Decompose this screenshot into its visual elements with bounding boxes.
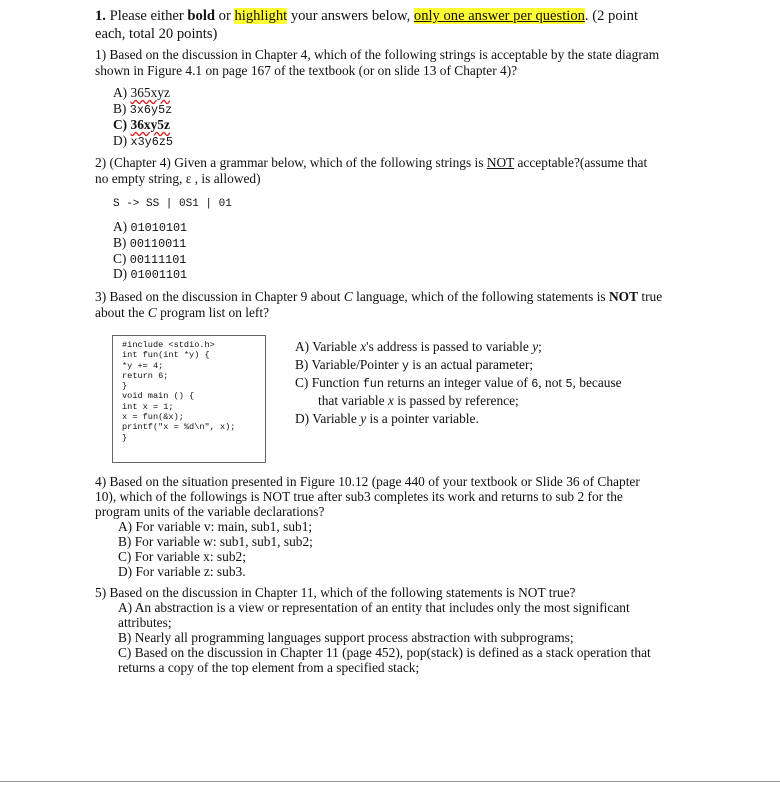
q1-option-d-letter: D) bbox=[113, 133, 128, 148]
q3-c-5: 5 bbox=[565, 377, 573, 391]
q3-option-a[interactable] bbox=[295, 339, 542, 354]
q2-text-b: acceptable?(assume that bbox=[514, 155, 648, 170]
q4-text-line-1: 4) Based on the situation presented in Figure 10.12 (page 440 of your textbook or Slide 36 of Chapter bbox=[95, 474, 640, 489]
q3-option-d[interactable] bbox=[295, 411, 479, 426]
q3-code-box bbox=[112, 335, 266, 463]
q2-option-c-letter: C) bbox=[113, 251, 127, 266]
instructions-only-one: only one answer per question bbox=[413, 8, 585, 24]
q3-c2-end: is passed by reference; bbox=[393, 393, 519, 408]
q2-option-b[interactable] bbox=[113, 235, 186, 252]
q4-option-a[interactable]: A) For variable v: main, sub1, sub1; bbox=[118, 519, 313, 534]
q4-text-line-2: 10), which of the followings is NOT true after sub3 completes its work and returns to sub 2 for the bbox=[95, 489, 623, 504]
q2-text-line-2: no empty string, ε , is allowed) bbox=[95, 171, 261, 186]
q2-text-a: 2) (Chapter 4) Given a grammar below, which of the following strings is bbox=[95, 155, 487, 170]
q1-option-b-value: 3x6y5z bbox=[129, 103, 173, 117]
q3-not: NOT bbox=[608, 289, 639, 304]
q5-option-c[interactable]: C) Based on the discussion in Chapter 11 (page 452), pop(stack) is defined as a stack operation that bbox=[118, 645, 651, 660]
code-line: } bbox=[122, 432, 128, 443]
q3-text-a: 3) Based on the discussion in Chapter 9 about bbox=[95, 289, 344, 304]
q3-text-c: true bbox=[638, 289, 663, 304]
q3-c-prefix: C) Function bbox=[295, 375, 363, 390]
q1-option-c[interactable] bbox=[113, 117, 170, 132]
code-line: printf("x = %d\n", x); bbox=[122, 422, 236, 433]
q2-option-d[interactable] bbox=[113, 266, 187, 283]
q3-c-fun: fun bbox=[362, 377, 384, 391]
q4-text-line-3: program units of the variable declarations? bbox=[95, 504, 325, 519]
code-line: *y += 4; bbox=[122, 360, 164, 371]
q2-option-d-letter: D) bbox=[113, 266, 128, 281]
q1-option-a-value: 365xyz bbox=[130, 85, 170, 100]
q3-text-b: language, which of the following statements is bbox=[352, 289, 609, 304]
q3-c-program: C bbox=[147, 305, 157, 320]
q2-option-d-value: 01001101 bbox=[130, 268, 188, 282]
instructions-line-2: each, total 20 points) bbox=[95, 26, 218, 42]
q3-a-end: ; bbox=[538, 339, 542, 354]
q5-text-line-1: 5) Based on the discussion in Chapter 11, which of the following statements is NOT true? bbox=[95, 585, 576, 600]
q3-c2-x: x bbox=[387, 393, 394, 408]
next-page-area bbox=[0, 782, 780, 807]
q3-a-prefix: A) Variable bbox=[295, 339, 361, 354]
q3-c-mid2: , not bbox=[538, 375, 566, 390]
q3-text-program-list: program list on left? bbox=[156, 305, 270, 320]
instructions-or: or bbox=[215, 8, 235, 24]
q3-c-mid: returns an integer value of bbox=[383, 375, 532, 390]
q3-c-language: C bbox=[343, 289, 353, 304]
q4-option-c[interactable]: C) For variable x: sub2; bbox=[118, 549, 246, 564]
q5-option-a[interactable]: A) An abstraction is a view or representation of an entity that includes only the most significant bbox=[118, 600, 630, 615]
q1-option-c-value: 36xy5z bbox=[130, 117, 170, 132]
q3-text-line-2 bbox=[95, 305, 269, 320]
code-line: int x = 1; bbox=[122, 401, 174, 412]
q1-text-line-1: 1) Based on the discussion in Chapter 4, which of the following strings is acceptable by the state diagram bbox=[95, 47, 660, 62]
q1-option-b-letter: B) bbox=[113, 101, 127, 116]
instructions-number: 1. bbox=[95, 8, 110, 24]
q2-not: NOT bbox=[486, 155, 515, 170]
instructions-mid: your answers below, bbox=[287, 8, 414, 24]
q2-option-a-value: 01010101 bbox=[130, 221, 188, 235]
code-line: void main () { bbox=[122, 391, 195, 402]
q3-a-mid: 's address is passed to variable bbox=[366, 339, 533, 354]
q3-text-line-1 bbox=[95, 289, 662, 304]
q3-a-y: y bbox=[532, 339, 539, 354]
q1-option-d[interactable] bbox=[113, 133, 173, 150]
q2-option-b-value: 00110011 bbox=[129, 237, 187, 251]
q3-option-c[interactable] bbox=[295, 375, 622, 392]
q5-option-c-continued: returns a copy of the top element from a specified stack; bbox=[118, 660, 420, 675]
q2-option-a[interactable] bbox=[113, 219, 187, 236]
q3-d-prefix: D) Variable bbox=[295, 411, 361, 426]
q3-a-x: x bbox=[360, 339, 367, 354]
q1-option-a[interactable] bbox=[113, 85, 170, 100]
q1-text-line-2: shown in Figure 4.1 on page 167 of the textbook (or on slide 13 of Chapter 4)? bbox=[95, 63, 518, 78]
q4-option-d[interactable]: D) For variable z: sub3. bbox=[118, 564, 246, 579]
q3-b-y: y bbox=[401, 359, 409, 373]
q5-option-a-continued: attributes; bbox=[118, 615, 172, 630]
q5-option-b[interactable]: B) Nearly all programming languages support process abstraction with subprograms; bbox=[118, 630, 574, 645]
code-line: int fun(int *y) { bbox=[122, 350, 210, 361]
instructions-bold-word: bold bbox=[187, 8, 215, 24]
q3-text-about: about the bbox=[95, 305, 148, 320]
instructions-please: Please either bbox=[109, 8, 188, 24]
q3-option-c-continued bbox=[318, 393, 519, 408]
q1-option-b[interactable] bbox=[113, 101, 172, 118]
q3-b-end: is an actual parameter; bbox=[408, 357, 534, 372]
code-line: } bbox=[122, 381, 128, 392]
q3-d-y: y bbox=[360, 411, 367, 426]
q1-option-a-letter: A) bbox=[113, 85, 128, 100]
q3-b-prefix: B) Variable/Pointer bbox=[295, 357, 402, 372]
q3-d-end: is a pointer variable. bbox=[366, 411, 479, 426]
code-line: return 6; bbox=[122, 370, 169, 381]
q2-option-c-value: 00111101 bbox=[129, 253, 187, 267]
q3-option-b[interactable] bbox=[295, 357, 533, 374]
q4-option-b[interactable]: B) For variable w: sub1, sub1, sub2; bbox=[118, 534, 313, 549]
q2-option-b-letter: B) bbox=[113, 235, 127, 250]
q1-option-d-value: x3y6z5 bbox=[130, 135, 173, 149]
q2-option-a-letter: A) bbox=[113, 219, 128, 234]
code-line: x = fun(&x); bbox=[122, 412, 184, 423]
q2-text-line-1 bbox=[95, 155, 647, 170]
instructions-highlight-word: highlight bbox=[234, 8, 288, 24]
code-line: #include <stdio.h> bbox=[122, 340, 215, 350]
q1-option-c-letter: C) bbox=[113, 117, 128, 132]
q3-c-end: , because bbox=[572, 375, 622, 390]
q3-c-6: 6 bbox=[531, 377, 539, 391]
q2-grammar: S -> SS | 0S1 | 01 bbox=[113, 198, 232, 210]
q3-c2-prefix: that variable bbox=[318, 393, 388, 408]
instructions-line-1 bbox=[95, 8, 638, 25]
instructions-end: . (2 point bbox=[584, 8, 639, 24]
